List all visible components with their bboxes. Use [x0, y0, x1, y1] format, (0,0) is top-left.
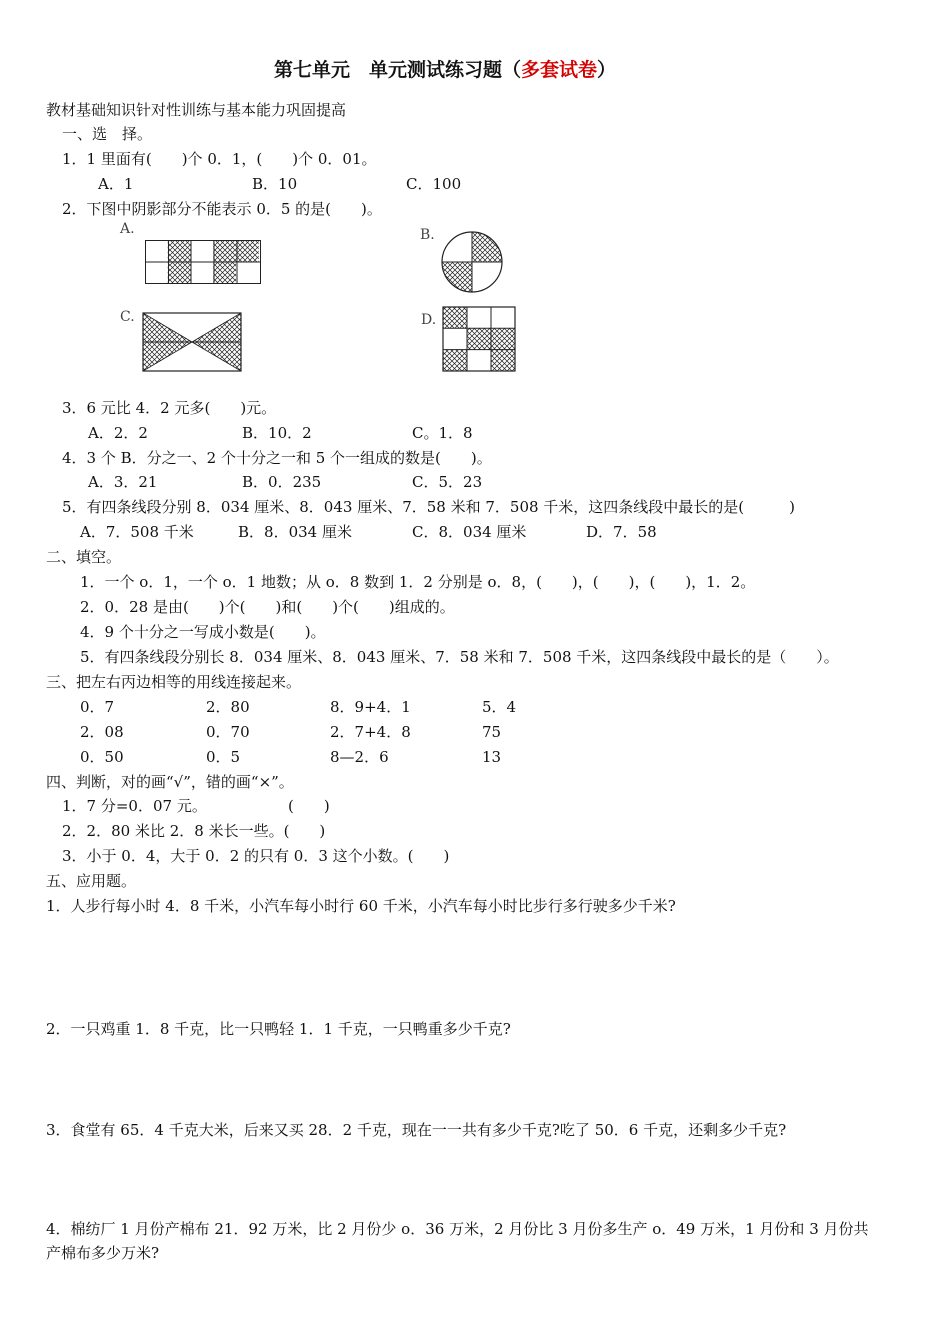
s1-q3-text: 3．6 元比 4．2 元多( )元。 [62, 399, 277, 417]
match-cell: 2．08 [80, 723, 124, 741]
match-cell: 8—2．6 [330, 748, 389, 766]
intro-line: 教材基础知识针对性训练与基本能力巩固提高 [46, 101, 347, 119]
match-cell: 2．80 [206, 698, 250, 716]
s1-q5-text: 5．有四条线段分别 8．034 厘米、8．043 厘米、7．58 米和 7．508 千米，这四条线段中最长的是( ) [62, 498, 796, 516]
match-cell: 0．50 [80, 748, 124, 766]
figure-c-label: C. [120, 309, 135, 325]
s2-q2-text: 2．0．28 是由( )个( )和( )个( )组成的。 [80, 598, 455, 616]
s4-q1-answer-paren: ( ) [288, 797, 330, 815]
s1-q3-option-c: C。1．8 [412, 424, 473, 442]
s1-q3-option-a: A．2．2 [88, 424, 148, 442]
s4-q1-text: 1．7 分=0．07 元。 [62, 797, 207, 815]
figure-a-label: A. [120, 221, 135, 237]
s4-q2-text: 2．2．80 米比 2．8 米长一些。( ) [62, 822, 326, 840]
match-cell: 0．5 [206, 748, 241, 766]
match-cell: 0．70 [206, 723, 250, 741]
s1-q5-option-a: A．7．508 千米 [80, 523, 194, 541]
figure-b-label: B. [420, 227, 435, 243]
figure-c-bowtie [142, 312, 242, 372]
match-cell: 2．7+4．8 [330, 723, 411, 741]
s1-q5-option-c: C．8．034 厘米 [412, 523, 527, 541]
figure-d-grid [442, 306, 516, 372]
s5-q4-text-line2: 产棉布多少万米? [46, 1244, 160, 1262]
s1-q1-option-c: C．100 [406, 175, 462, 193]
section-2-heading: 二、填空。 [46, 548, 122, 566]
section-4-heading: 四、判断，对的画“√”，错的画“×”。 [46, 773, 294, 791]
s1-q3-option-b: B．10．2 [242, 424, 312, 442]
s5-q4-text-line1: 4．棉纺厂 1 月份产棉布 21．92 万米，比 2 月份少 o．36 万米，2 月份比 3 月份多生产 o．49 万米，1 月份和 3 月份共 [46, 1220, 869, 1238]
s2-q5-text: 5．有四条线段分别长 8．034 厘米、8．043 厘米、7．58 米和 7．508 千米，这四条线段中最长的是（ ）。 [80, 648, 839, 666]
title-highlight: 多套试卷 [521, 59, 598, 81]
match-cell: 0．7 [80, 698, 115, 716]
s5-q2-text: 2．一只鸡重 1．8 千克，比一只鸭轻 1．1 千克，一只鸭重多少千克? [46, 1020, 511, 1038]
title-paren-open: （ [502, 59, 522, 81]
s1-q1-option-b: B．10 [252, 175, 298, 193]
s1-q4-option-b: B．0．235 [242, 473, 322, 491]
section-3-heading: 三、把左右丙边相等的用线连接起来。 [46, 673, 302, 691]
s2-q1-text: 1．一个 o．1，一个 o．1 地数；从 o．8 数到 1．2 分别是 o．8，( )，( )，( )，1．2。 [80, 573, 756, 591]
page-title [274, 60, 616, 80]
s2-q4-text: 4．9 个十分之一写成小数是( )。 [80, 623, 326, 641]
figure-b-circle [440, 230, 504, 294]
s1-q5-option-b: B．8．034 厘米 [238, 523, 352, 541]
s1-q4-option-c: C．5．23 [412, 473, 483, 491]
match-cell: 75 [482, 723, 502, 741]
s1-q2-text: 2．下图中阴影部分不能表示 0．5 的是( )。 [62, 200, 382, 218]
s4-q3-text: 3．小于 0．4，大于 0．2 的只有 0．3 这个小数。( ) [62, 847, 450, 865]
title-main: 第七单元 单元测试练习题 [274, 59, 503, 81]
s1-q4-text: 4．3 个 B．分之一、2 个十分之一和 5 个一组成的数是( )。 [62, 449, 492, 467]
section-5-heading: 五、应用题。 [46, 872, 137, 890]
s1-q4-option-a: A．3．21 [88, 473, 158, 491]
section-1-heading: 一、选 择。 [62, 125, 153, 143]
title-paren-close: ） [597, 59, 617, 81]
match-cell: 13 [482, 748, 502, 766]
s1-q1-option-a: A．1 [98, 175, 134, 193]
s5-q3-text: 3．食堂有 65．4 千克大米，后来又买 28．2 千克，现在一一共有多少千克?吃了 50．6 千克，还剩多少千克? [46, 1121, 787, 1139]
s1-q1-text: 1．1 里面有( )个 0．1，( )个 0．01。 [62, 150, 377, 168]
s1-q5-option-d: D．7．58 [586, 523, 657, 541]
match-cell: 5．4 [482, 698, 517, 716]
s5-q1-text: 1．人步行每小时 4．8 千米，小汽车每小时行 60 千米，小汽车每小时比步行多行驶多少千米? [46, 897, 676, 915]
figure-a-grid [145, 240, 263, 284]
figure-d-label: D. [421, 312, 437, 328]
match-cell: 8．9+4．1 [330, 698, 411, 716]
